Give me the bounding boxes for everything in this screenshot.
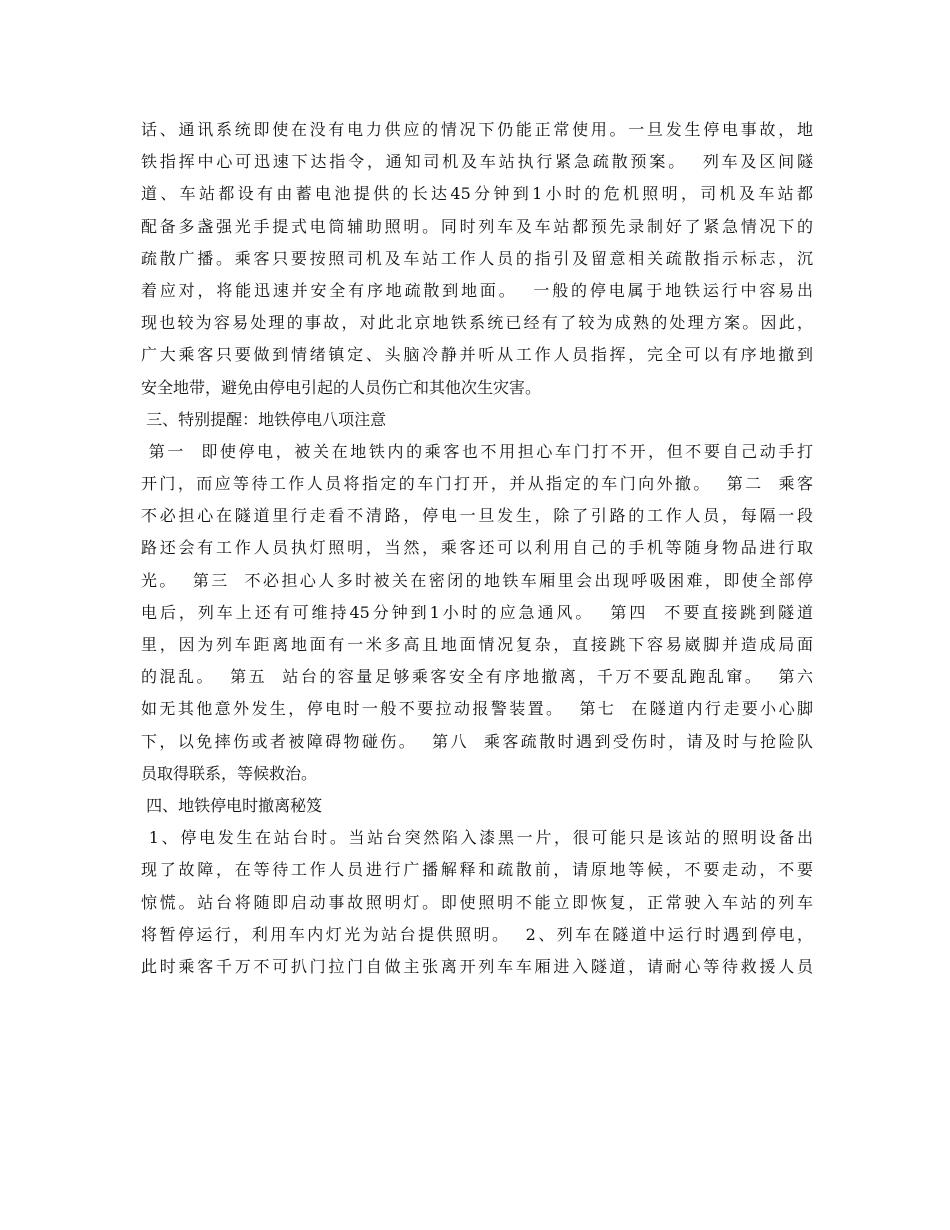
text-line: 广大乘客只要做到情绪镇定、头脑冷静并听从工作人员指挥，完全可以有序地撤到 <box>141 345 813 365</box>
text-line: 话、通讯系统即使在没有电力供应的情况下仍能正常使用。一旦发生停电事故，地 <box>141 120 813 139</box>
text-line: 现也较为容易处理的事故，对此北京地铁系统已经有了较为成熟的处理方案。因此， <box>141 313 813 333</box>
text-line: 下，以免摔伤或者被障碍物碰伤。 第八 乘客疏散时遇到受伤时，请及时与抢险队 <box>141 731 813 751</box>
text-line: 员取得联系，等候救治。 <box>141 763 318 783</box>
text-line: 此时乘客千万不可扒门拉门自做主张离开列车车厢进入隧道，请耐心等待救援人员 <box>141 956 813 976</box>
document-body <box>141 114 813 983</box>
text-line: 不必担心在隧道里行走看不清路，停电一旦发生，除了引路的工作人员，每隔一段 <box>141 506 813 526</box>
text-line: 四、地铁停电时撤离秘笈 <box>141 795 323 815</box>
text-line: 第一 即使停电，被关在地铁内的乘客也不用担心车门打不开，但不要自己动手打 <box>141 441 813 461</box>
text-line: 里，因为列车距离地面有一米多高且地面情况复杂，直接跳下容易崴脚并造成局面 <box>141 635 813 654</box>
text-line: 的混乱。 第五 站台的容量足够乘客安全有序地撤离，千万不要乱跑乱窜。 第六 <box>141 667 813 687</box>
text-line: 1、停电发生在站台时。当站台突然陷入漆黑一片，很可能只是该站的照明设备出 <box>141 828 813 848</box>
text-line: 三、特别提醒：地铁停电八项注意 <box>141 409 387 429</box>
text-line: 光。 第三 不必担心人多时被关在密闭的地铁车厢里会出现呼吸困难，即使全部停 <box>141 570 813 590</box>
text-line: 安全地带，避免由停电引起的人员伤亡和其他次生灾害。 <box>141 377 542 397</box>
text-line: 配备多盏强光手提式电筒辅助照明。同时列车及车站都预先录制好了紧急情况下的 <box>141 216 813 236</box>
text-line: 将暂停运行，利用车内灯光为站台提供照明。 2、列车在隧道中运行时遇到停电， <box>141 924 813 944</box>
text-line: 疏散广播。乘客只要按照司机及车站工作人员的指引及留意相关疏散指示标志，沉 <box>141 248 813 268</box>
text-line: 如无其他意外发生，停电时一般不要拉动报警装置。 第七 在隧道内行走要小心脚 <box>141 699 813 719</box>
text-line: 电后，列车上还有可维持45分钟到1小时的应急通风。 第四 不要直接跳到隧道 <box>141 602 813 622</box>
text-line: 开门，而应等待工作人员将指定的车门打开，并从指定的车门向外撤。 第二 乘客 <box>141 474 813 494</box>
text-line: 道、车站都设有由蓄电池提供的长达45分钟到1小时的危机照明，司机及车站都 <box>141 184 813 204</box>
text-line: 惊慌。站台将随即启动事故照明灯。即使照明不能立即恢复，正常驶入车站的列车 <box>141 892 813 912</box>
text-line: 路还会有工作人员执灯照明，当然，乘客还可以利用自己的手机等随身物品进行取 <box>141 538 813 558</box>
text-line: 着应对，将能迅速并安全有序地疏散到地面。 一般的停电属于地铁运行中容易出 <box>141 280 813 300</box>
text-line: 现了故障，在等待工作人员进行广播解释和疏散前，请原地等候，不要走动，不要 <box>141 860 813 880</box>
text-line: 铁指挥中心可迅速下达指令，通知司机及车站执行紧急疏散预案。 列车及区间隧 <box>141 152 813 172</box>
